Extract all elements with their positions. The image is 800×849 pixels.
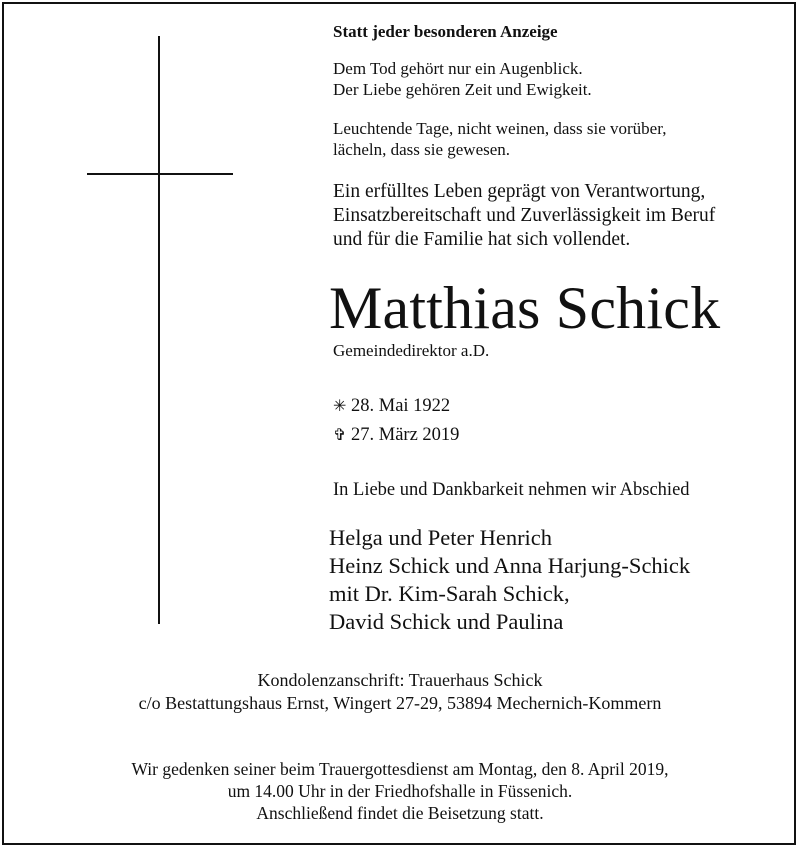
death-date: 27. März 2019: [351, 425, 460, 445]
quote-second: [333, 118, 666, 160]
condolence-line: Kondolenzanschrift: Trauerhaus Schick: [257, 670, 543, 690]
condolence-address: [0, 669, 800, 715]
quote-first-line: Der Liebe gehören Zeit und Ewigkeit.: [333, 80, 592, 99]
life-statement: [333, 180, 715, 252]
death-date-row: [333, 425, 459, 446]
life-statement-line: Einsatzbereitschaft und Zuverlässigkeit im Beruf: [333, 205, 716, 226]
service-line: Anschließend findet die Beisetzung statt.: [256, 803, 544, 823]
quote-first: [333, 58, 592, 100]
funeral-service-info: [0, 758, 800, 824]
farewell-text: In Liebe und Dankbarkeit nehmen wir Abschied: [333, 480, 690, 500]
deceased-title: Gemeindedirektor a.D.: [333, 341, 490, 360]
life-statement-line: und für die Familie hat sich vollendet.: [333, 229, 631, 250]
quote-second-line: lächeln, dass sie gewesen.: [333, 140, 511, 159]
service-line: um 14.00 Uhr in der Friedhofshalle in Füssenich.: [227, 781, 573, 801]
mourner-line: David Schick und Paulina: [329, 609, 564, 634]
mourner-line: mit Dr. Kim-Sarah Schick,: [329, 581, 570, 606]
notice-header: Statt jeder besonderen Anzeige: [333, 22, 558, 41]
mourner-line: Heinz Schick und Anna Harjung-Schick: [329, 553, 691, 578]
mourner-line: Helga und Peter Henrich: [329, 525, 553, 550]
birth-date: 28. Mai 1922: [351, 396, 451, 416]
cross-horizontal-bar: [87, 173, 233, 175]
condolence-line: c/o Bestattungshaus Ernst, Wingert 27-29, 53894 Mechernich-Kommern: [138, 693, 662, 713]
service-line: Wir gedenken seiner beim Trauergottesdienst am Montag, den 8. April 2019,: [131, 759, 669, 779]
birth-star-icon: ✳: [333, 398, 347, 415]
quote-first-line: Dem Tod gehört nur ein Augenblick.: [333, 59, 583, 78]
quote-second-line: Leuchtende Tage, nicht weinen, dass sie vorüber,: [333, 119, 667, 138]
birth-date-row: [333, 396, 450, 417]
mourners-list: [329, 524, 690, 636]
life-statement-line: Ein erfülltes Leben geprägt von Verantwortung,: [333, 181, 706, 202]
death-cross-icon: ✞: [333, 427, 347, 444]
cross-vertical-bar: [158, 36, 160, 624]
deceased-name: Matthias Schick: [329, 275, 721, 341]
